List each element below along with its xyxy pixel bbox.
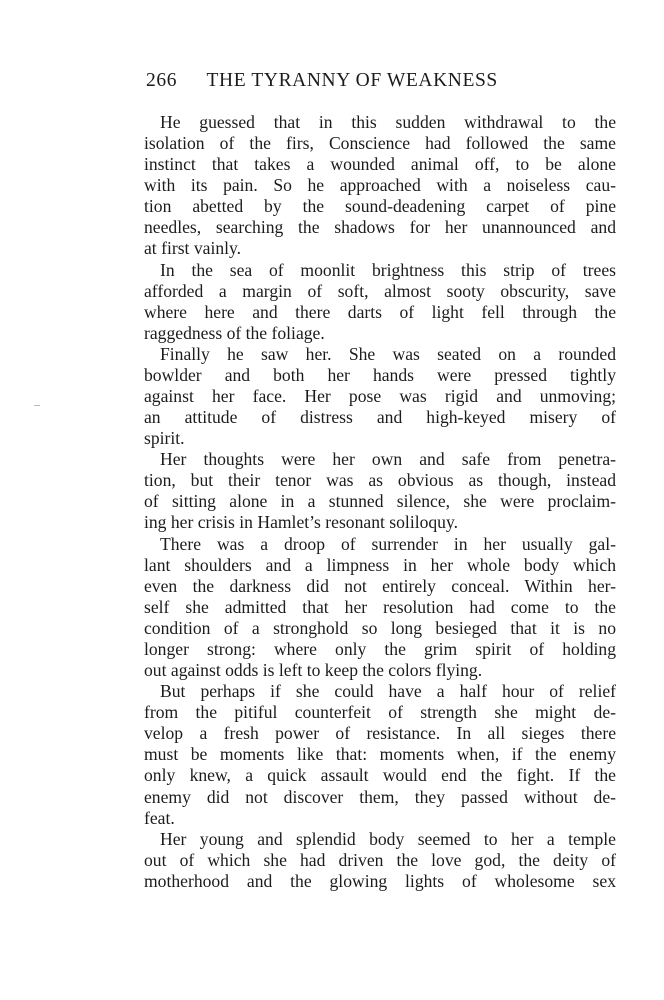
text-line: bowlder and both her hands were pressed tightly [144,364,616,385]
page-number: 266 [146,70,178,91]
text-line: velop a fresh power of resistance. In all sieges there [144,723,616,744]
text-line: against her face. Her pose was rigid and unmoving; [144,386,616,407]
text-line: He guessed that in this sudden withdrawal to the [160,112,616,132]
text-line: isolation of the firs, Conscience had followed the same [144,133,616,154]
text-line: There was a droop of surrender in her usually gal- [160,533,616,554]
text-line: spirit. [144,428,185,449]
text-line: out against odds is left to keep the colors flying. [144,660,483,681]
text-line: where here and there darts of light fell through the [144,301,616,322]
running-head: THE TYRANNY OF WEAKNESS [206,70,498,91]
text-line: with its pain. So he approached with a noiseless cau- [144,175,616,196]
text-line: longer strong: where only the grim spirit of holding [144,638,616,659]
text-line: afforded a margin of soft, almost sooty obscurity, save [144,280,616,301]
text-line: needles, searching the shadows for her unannounced and [144,217,616,238]
text-line: only knew, a quick assault would end the fight. If the [144,765,616,786]
text-line: tion, but their tenor was as obvious as though, instead [144,470,616,491]
text-line: ing her crisis in Hamlet’s resonant soliloquy. [144,512,459,533]
text-line: out of which she had driven the love god, the deity of [144,849,616,870]
text-line: Her thoughts were her own and safe from penetra- [160,449,616,470]
text-line: But perhaps if she could have a half hour of relief [160,681,616,702]
text-line: feat. [144,807,175,828]
text-line: lant shoulders and a limpness in her whole body which [144,554,616,575]
text-line: self she admitted that her resolution had come to the [144,596,616,617]
text-line: even the darkness did not entirely conceal. Within her- [144,575,616,596]
text-line: at first vainly. [144,238,242,259]
margin-mark [34,405,40,406]
text-line: In the sea of moonlit brightness this strip of trees [160,259,616,280]
text-line: from the pitiful counterfeit of strength she might de- [144,702,616,723]
page-header [146,70,626,96]
text-line: must be moments like that: moments when, if the enemy [144,744,616,765]
text-line: of sitting alone in a stunned silence, she were proclaim- [144,491,616,512]
text-line: tion abetted by the sound-deadening carpet of pine [144,196,616,217]
text-line: instinct that takes a wounded animal off, to be alone [144,154,616,175]
text-line: an attitude of distress and high-keyed misery of [144,407,616,428]
text-line: motherhood and the glowing lights of wholesome sex [144,870,616,891]
text-line: Her young and splendid body seemed to her a temple [160,828,616,849]
text-line: Finally he saw her. She was seated on a rounded [160,343,616,364]
text-line: enemy did not discover them, they passed without de- [144,786,616,807]
body-text [144,112,616,892]
text-line: raggedness of the foliage. [144,322,325,343]
text-line: condition of a stronghold so long besieged that it is no [144,617,616,638]
